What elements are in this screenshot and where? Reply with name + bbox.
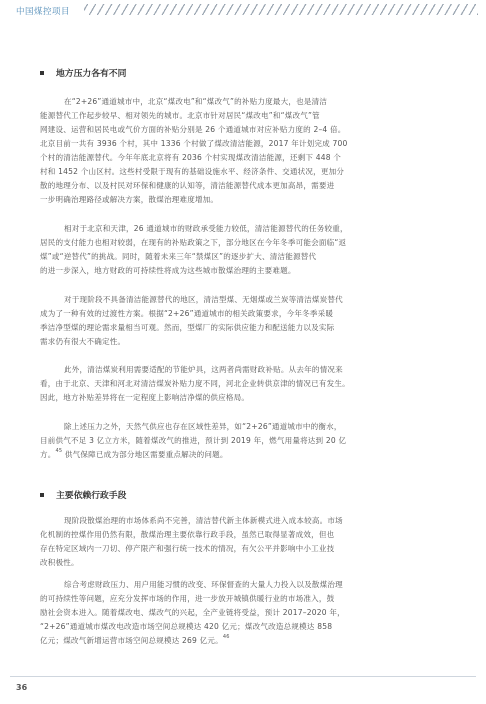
section-heading-local-pressure: 地方压力各有不同	[40, 66, 460, 79]
text-line: 的进一步深入，地方财政的可持续性将成为这些城市散煤治理的主要难题。	[40, 266, 296, 275]
text-line: 北京目前一共有 3936 个村，其中 1336 个村做了煤改清洁能源，2017 年计划完成 700	[40, 139, 348, 148]
text-line: 化机制的控煤作用仍然有限，散煤治理主要依靠行政手段，虽然已取得显著成效，但也	[40, 530, 335, 539]
text-line: 综合考虑财政压力、用户用能习惯的改变、环保督查的大量人力投入以及散煤治理	[64, 580, 343, 589]
text-line: 居民的支付能力也相对较弱，在现有的补贴政策之下，部分地区在今年冬季可能会面临“返	[40, 238, 347, 247]
text-line: “2+26”通道城市煤改电改造市场空间总规模达 420 亿元；煤改气改造总规模达 858	[40, 622, 333, 631]
footnote-ref-46: 46	[222, 634, 230, 641]
text-line: 目前供气不足 3 亿立方米，随着煤改气的推进，预计到 2019 年，燃气用量将达到 20 亿	[40, 436, 347, 445]
text-line: 此外，清洁煤炭利用需要适配的节能炉具，这两者尚需财政补贴。从去年的情况来	[64, 365, 343, 374]
page-header	[0, 0, 486, 22]
page-number: 36	[16, 683, 28, 692]
text-line: 励社会资本进入。随着煤改电、煤改气的兴起，全产业链将受益，预计 2017–2020 年，	[40, 608, 345, 617]
footnote-ref-45: 45	[55, 448, 63, 455]
text-line: 方。$^{45}$ 供气保障已成为部分地区需要重点解决的问题。	[40, 448, 228, 459]
text-line: 煤”或“逆替代”的挑战。同时，随着未来三年“禁煤区”的逐步扩大、清洁能源替代	[40, 252, 317, 261]
text-line: 因此，地方补贴差异将在一定程度上影响洁净煤的供应格局。	[40, 393, 250, 402]
text-line: 在“2+26”通道城市中，北京“煤改电”和“煤改气”的补贴力度最大，也是清洁	[64, 97, 328, 106]
text-line: 成为了一种有效的过渡性方案。根据“2+26”通道城市的相关政策要求，今年冬季采暖	[40, 309, 334, 318]
text-line: 季洁净型煤的理论需求量相当可观。然而，型煤厂的实际供应能力和配送能力以及实际	[40, 323, 335, 332]
text-line: 散的地理分布、以及村民对环保和健康的认知等，清洁能源替代成本更加高昂，需要进	[40, 181, 335, 190]
section-heading-administrative-means: 主要依赖行政手段	[40, 488, 460, 501]
text-line: 看，由于北京、天津和河北对清洁煤炭补贴力度不同，河北企业转供京津的情况已有发生。	[40, 379, 350, 388]
paragraph-beijing-subsidy	[40, 95, 468, 207]
text-line: 除上述压力之外，天然气供应也存在区域性差异，如“2+26”通道城市中的衡水，	[64, 422, 342, 431]
header-stripe-decoration	[84, 4, 478, 15]
footer-divider	[10, 676, 476, 677]
text-line: 需求仍有很大不确定性。	[40, 337, 126, 346]
text-line: 能源替代工作起步较早、相对领先的城市。北京市针对居民“煤改电”和“煤改气”管	[40, 111, 320, 120]
paragraph-stove-subsidy	[40, 363, 468, 405]
square-bullet-icon	[40, 493, 44, 497]
text-line: 现阶段散煤治理的市场体系尚不完善，清洁替代新主体新模式进入成本较高。市场	[64, 516, 343, 525]
text-line: 网建设、运营和居民电或气价方面的补贴分别是 26 个通道城市对应补贴力度的 2–4 倍。	[40, 125, 346, 134]
text-line: 村和 1452 个山区村。这些村受限于现有的基础设施水平、经济条件、交通状况，更加分	[40, 167, 345, 176]
text-line: 一步明确治理路径或解决方案，散煤治理难度增加。	[40, 195, 219, 204]
text-line: 对于现阶段不具备清洁能源替代的地区，清洁型煤、无烟煤或兰炭等清洁煤炭替代	[64, 295, 343, 304]
text-line: 的可持续性等问题，应充分发挥市场的作用，进一步放开城镇供暖行业的市场准入，鼓	[40, 594, 335, 603]
paragraph-fiscal-capacity	[40, 222, 468, 278]
text-line: 个村的清洁能源替代。今年年底北京将有 2036 个村实现煤改清洁能源，还剩下 448 个	[40, 153, 342, 162]
report-series-title: 中国煤控项目	[16, 7, 71, 17]
text-line: 相对于北京和天津，26 通道城市的财政承受能力较低，清洁能源替代的任务较重，	[64, 224, 348, 233]
paragraph-market-role	[40, 578, 468, 648]
paragraph-clean-coal	[40, 293, 468, 349]
text-line: 改积极性。	[40, 558, 79, 567]
paragraph-gas-supply	[40, 420, 468, 462]
paragraph-market-system	[40, 514, 468, 570]
text-line: 存在特定区域内一刀切、停产限产和强行统一技术的情况，有欠公平并影响中小工业技	[40, 544, 335, 553]
text-line: 亿元；煤改气新增运营市场空间总规模达 269 亿元。$^{46}$	[40, 634, 230, 645]
square-bullet-icon	[40, 71, 44, 75]
